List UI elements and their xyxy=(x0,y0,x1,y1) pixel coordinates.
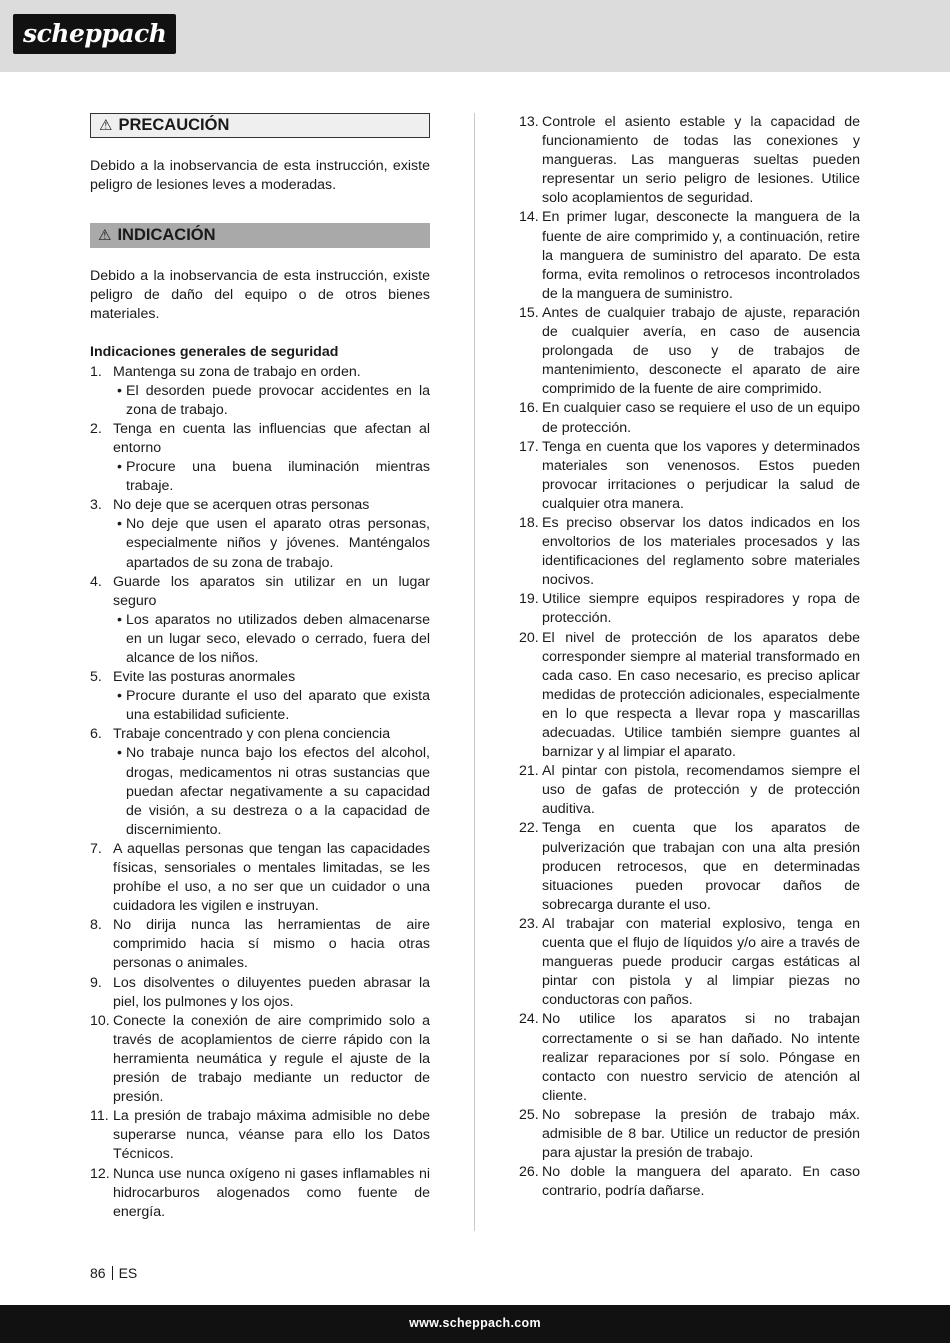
page-number: 86 xyxy=(90,1265,106,1281)
list-item xyxy=(90,1107,430,1164)
note-text: Debido a la inobservancia de esta instrucción, existe peligro de daño del equipo o de otros bienes materiales. xyxy=(90,268,430,323)
list-item xyxy=(519,590,860,628)
bullet-dot-icon: • xyxy=(117,516,122,533)
bullet-text: Los aparatos no utilizados deben almacenarse en un lugar seco, elevado o cerrado, fuera del alcance de los niños. xyxy=(126,611,430,666)
item-text: No utilice los aparatos si no trabajan correctamente o si se han dañado. No intente realizar reparaciones por sí solo. Póngase en contacto con nuestro servicio de atención al cliente. xyxy=(542,1011,860,1104)
item-number: 19. xyxy=(519,591,539,608)
item-number: 23. xyxy=(519,915,539,932)
item-text: Tenga en cuenta las influencias que afectan al entorno xyxy=(113,420,430,456)
list-item xyxy=(90,916,430,973)
list-item xyxy=(519,1163,860,1201)
column-divider xyxy=(474,113,475,1231)
top-bar xyxy=(0,0,950,72)
item-number: 11. xyxy=(90,1108,109,1125)
item-text: Antes de cualquier trabajo de ajuste, reparación de cualquier avería, en caso de ausencia prolongada de uso y de trabajos de mantenimiento, desconecte el aparato de aire comprimido de la fuente de aire comprimido. xyxy=(542,304,860,398)
right-column xyxy=(519,113,860,1201)
item-text: Al trabajar con material explosivo, tenga en cuenta que el flujo de líquidos y/o aire a través de mangueras puede producir cargas estáticas al pintar con pistola y al limpiar piezas no conductoras con paños. xyxy=(542,915,860,1009)
list-item xyxy=(90,1012,430,1107)
bullet-item xyxy=(90,611,430,668)
item-text: Al pintar con pistola, recomendamos siempre el uso de gafas de protección y de protección auditiva. xyxy=(542,763,860,818)
item-text: Nunca use nunca oxígeno ni gases inflamables ni hidrocarburos alogenados como fuente de energía. xyxy=(113,1165,430,1220)
item-number: 8. xyxy=(90,917,102,934)
bullet-dot-icon: • xyxy=(117,688,122,705)
item-number: 12. xyxy=(90,1165,110,1182)
item-text: Controle el asiento estable y la capacidad de funcionamiento de todas las conexiones y mangueras. Las mangueras sueltas pueden representar un serio peligro de lesiones. Utilice solo acoplamientos de seguridad. xyxy=(542,114,860,207)
item-number: 17. xyxy=(519,438,539,455)
item-text: A aquellas personas que tengan las capacidades físicas, sensoriales o mentales limitadas, se les prohíbe el uso, a no ser que un cuidador o una cuidadora les vigilen e instruyan. xyxy=(113,840,430,915)
list-item xyxy=(519,113,860,208)
list-item xyxy=(519,1010,860,1105)
item-number: 15. xyxy=(519,304,539,321)
bullet-text: El desorden puede provocar accidentes en la zona de trabajo. xyxy=(126,382,430,418)
left-column xyxy=(90,113,430,1222)
bullet-dot-icon: • xyxy=(117,382,122,399)
bullet-item xyxy=(90,515,430,572)
list-item xyxy=(90,1165,430,1222)
warning-icon: ⚠ xyxy=(99,116,113,134)
list-item xyxy=(519,514,860,590)
list-item xyxy=(90,840,430,916)
item-number: 25. xyxy=(519,1106,539,1123)
item-number: 10. xyxy=(90,1012,110,1029)
bullet-dot-icon: • xyxy=(117,611,122,628)
bullet-text: No trabaje nunca bajo los efectos del alcohol, drogas, medicamentos ni otras sustancias que puedan afectar negativamente a su capacidad de visión, a su destreza o a la capacidad de discernimiento. xyxy=(126,745,430,838)
caution-text: Debido a la inobservancia de esta instrucción, existe peligro de lesiones leves a moderadas. xyxy=(90,158,430,194)
item-number: 20. xyxy=(519,629,539,646)
list-item xyxy=(519,762,860,819)
item-text: No deje que se acerquen otras personas xyxy=(113,497,370,514)
item-number: 6. xyxy=(90,726,102,743)
list-item xyxy=(519,1106,860,1163)
bullet-item xyxy=(90,744,430,839)
item-text: Mantenga su zona de trabajo en orden. xyxy=(113,363,361,380)
list-item xyxy=(519,629,860,763)
item-text: El nivel de protección de los aparatos debe corresponder siempre al material transformado en cada caso. En caso necesario, es preciso aplicar medidas de protección adicionales, especialmente en lo que respecta a llevar ropa y mascarillas adecuadas. Utilice también siempre guantes al barnizar y al limpiar el aparato. xyxy=(542,629,860,761)
bullet-dot-icon: • xyxy=(117,745,122,762)
item-number: 24. xyxy=(519,1011,539,1028)
list-item xyxy=(90,668,430,687)
note-box xyxy=(90,223,430,248)
item-number: 26. xyxy=(519,1164,539,1181)
item-text: Tenga en cuenta que los vapores y determinados materiales son venenosos. Estos pueden provocar irritaciones o perjudicar la salud de cualquier otra manera. xyxy=(542,438,860,512)
item-number: 9. xyxy=(90,974,102,991)
item-text: Guarde los aparatos sin utilizar en un lugar seguro xyxy=(113,573,430,609)
caution-title: PRECAUCIÓN xyxy=(118,115,230,134)
bullet-text: Procure durante el uso del aparato que exista una estabilidad suficiente. xyxy=(126,688,430,724)
item-number: 3. xyxy=(90,497,102,514)
item-text: Tenga en cuenta que los aparatos de pulverización que trabajan con una alta presión producen retrocesos, que en determinadas situaciones pueden provocar daños de sobrecarga durante el uso. xyxy=(542,820,860,913)
list-item xyxy=(519,915,860,1010)
item-number: 1. xyxy=(90,363,102,380)
item-number: 4. xyxy=(90,573,102,590)
list-item xyxy=(90,420,430,458)
item-number: 16. xyxy=(519,400,539,417)
item-text: Los disolventes o diluyentes pueden abrasar la piel, los pulmones y los ojos. xyxy=(113,974,430,1010)
list-item xyxy=(519,438,860,514)
page-footer xyxy=(90,1265,137,1281)
list-item xyxy=(519,399,860,437)
item-text: En cualquier caso se requiere el uso de un equipo de protección. xyxy=(542,400,860,436)
item-number: 2. xyxy=(90,420,102,437)
list-item xyxy=(90,974,430,1012)
item-number: 13. xyxy=(519,114,539,130)
list-item xyxy=(519,819,860,914)
language-code: ES xyxy=(118,1265,138,1281)
brand-logo: scheppach xyxy=(13,14,176,54)
list-item xyxy=(90,725,430,744)
website-link[interactable]: www.scheppach.com xyxy=(409,1316,541,1330)
list-item xyxy=(90,496,430,515)
item-number: 7. xyxy=(90,840,102,857)
item-text: Es preciso observar los datos indicados en los envoltorios de los materiales procesados y las identificaciones del reglamento sobre materiales nocivos. xyxy=(542,514,860,589)
section-heading: Indicaciones generales de seguridad xyxy=(90,344,339,361)
bullet-item xyxy=(90,458,430,496)
item-text: No dirija nunca las herramientas de aire comprimido hacia sí mismo o hacia otras personas o animales. xyxy=(113,917,430,972)
caution-box xyxy=(90,113,430,138)
footer-separator xyxy=(112,1266,113,1280)
list-item xyxy=(90,573,430,611)
warning-icon: ⚠ xyxy=(98,227,112,245)
bullet-dot-icon: • xyxy=(117,459,122,476)
item-number: 14. xyxy=(519,209,539,226)
item-number: 5. xyxy=(90,669,102,686)
item-text: No doble la manguera del aparato. En caso contrario, podría dañarse. xyxy=(542,1164,860,1200)
item-text: No sobrepase la presión de trabajo máx. admisible de 8 bar. Utilice un reductor de presión para ajustar la presión de trabajo. xyxy=(542,1106,860,1162)
item-text: Evite las posturas anormales xyxy=(113,669,296,686)
safety-list-right xyxy=(519,113,860,1201)
list-item xyxy=(519,208,860,303)
item-text: La presión de trabajo máxima admisible no debe superarse nunca, véanse para ello los Datos Técnicos. xyxy=(113,1108,430,1163)
bullet-item xyxy=(90,382,430,420)
list-item xyxy=(90,363,430,382)
note-title: INDICACIÓN xyxy=(117,226,216,245)
item-number: 22. xyxy=(519,820,539,837)
item-text: Trabaje concentrado y con plena conciencia xyxy=(113,726,391,743)
list-item xyxy=(519,304,860,399)
item-number: 21. xyxy=(519,763,539,780)
item-text: En primer lugar, desconecte la manguera de la fuente de aire comprimido y, a continuación, retire la manguera de suministro del aparato. De esta forma, evita remolinos o retrocesos incontrolados de la manguera de suministro. xyxy=(542,209,860,302)
bullet-text: Procure una buena iluminación mientras trabaje. xyxy=(126,459,430,495)
item-text: Conecte la conexión de aire comprimido solo a través de acoplamientos de cierre rápido con la herramienta neumática y regule el ajuste de la presión de trabajo mediante un reductor de presión. xyxy=(113,1012,430,1106)
bullet-text: No deje que usen el aparato otras personas, especialmente niños y jóvenes. Manténgalos apartados de su zona de trabajo. xyxy=(126,516,430,571)
item-number: 18. xyxy=(519,514,539,531)
item-text: Utilice siempre equipos respiradores y ropa de protección. xyxy=(542,591,860,627)
bottom-bar xyxy=(0,1305,950,1343)
safety-list-left xyxy=(90,363,430,1222)
bullet-item xyxy=(90,687,430,725)
